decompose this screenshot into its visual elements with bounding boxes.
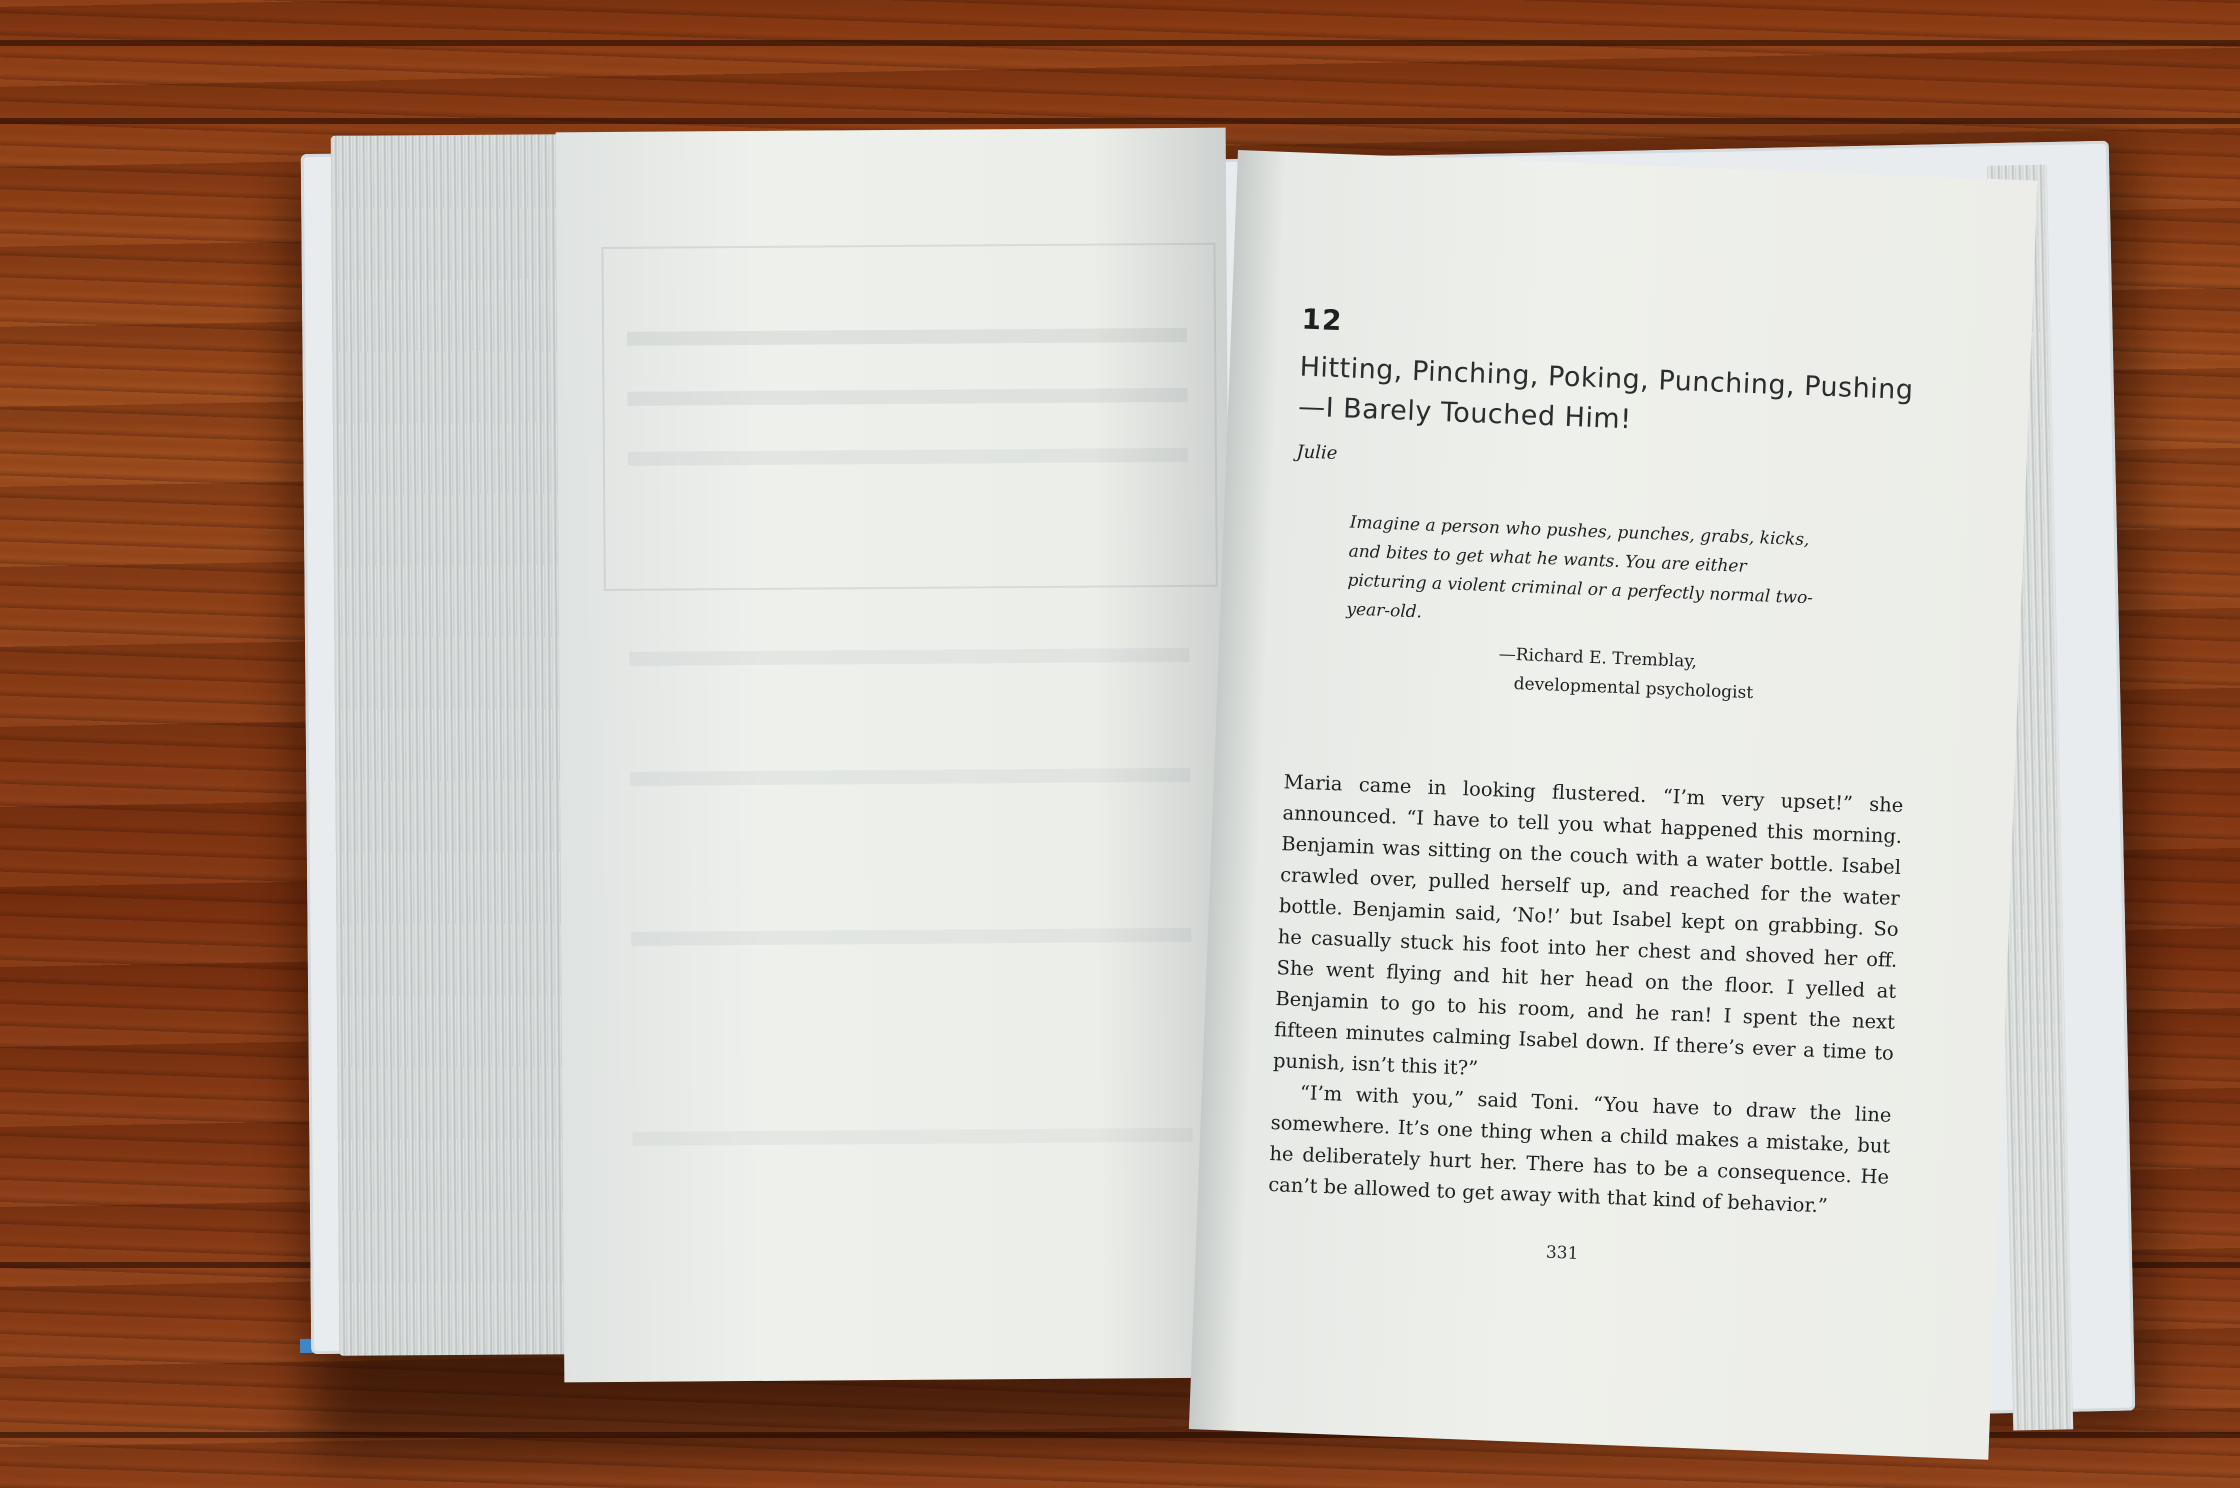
page-number: 331: [1545, 1242, 1579, 1264]
epigraph-quote: Imagine a person who pushes, punches, grabs, kicks, and bites to get what he wants. You are either picturing a violent criminal or a perfectly normal two-year-old.: [1346, 512, 1814, 623]
attribution-name: —Richard E. Tremblay,: [1498, 644, 1698, 672]
epigraph-attribution: [1497, 640, 1909, 714]
floor-plank-seam: [0, 40, 2240, 46]
page-content: [1268, 303, 1922, 1224]
bleed-through-text: [629, 648, 1189, 666]
attribution-role: developmental psychologist: [1513, 673, 1754, 704]
body-text: [1268, 766, 1904, 1223]
left-page-stack: [331, 134, 575, 1356]
paragraph: Maria came in looking flustered. “I’m very upset!” she announced. “I have to tell you what happened this morning. Benjamin was sitting on the couch with a water bottle. Isabel crawled over, pulled herself up, and reached for the water bottle. Benjamin said, ‘No!’ but Isabel kept on grabbing. So he casually stuck his foot into her chest and shoved her off. She went flying and hit her head on the floor. I yelled at Benjamin to go to his room, and he ran! I spent the next fifteen minutes calming Isabel down. If there’s ever a time to punish, isn’t this it?”: [1272, 770, 1904, 1080]
left-page: [556, 128, 1235, 1383]
chapter-title: Hitting, Pinching, Poking, Punching, Pushing—I Barely Touched Him!: [1297, 351, 1915, 436]
paragraph: “I’m with you,” said Toni. “You have to draw the line somewhere. It’s one thing when a child makes a mistake, but he deliberately hurt her. There has to be a consequence. He can’t be allowed to get away with that kind of behavior.”: [1267, 1081, 1892, 1218]
chapter-author: Julie: [1296, 441, 1338, 465]
bleed-through-text: [631, 928, 1191, 946]
chapter-number: 12: [1300, 302, 1344, 338]
right-page: [1189, 150, 2038, 1460]
bleed-through-box: [601, 243, 1217, 591]
floor-plank-seam: [0, 118, 2240, 124]
bleed-through-text: [630, 768, 1190, 786]
bleed-through-text: [633, 1128, 1193, 1146]
